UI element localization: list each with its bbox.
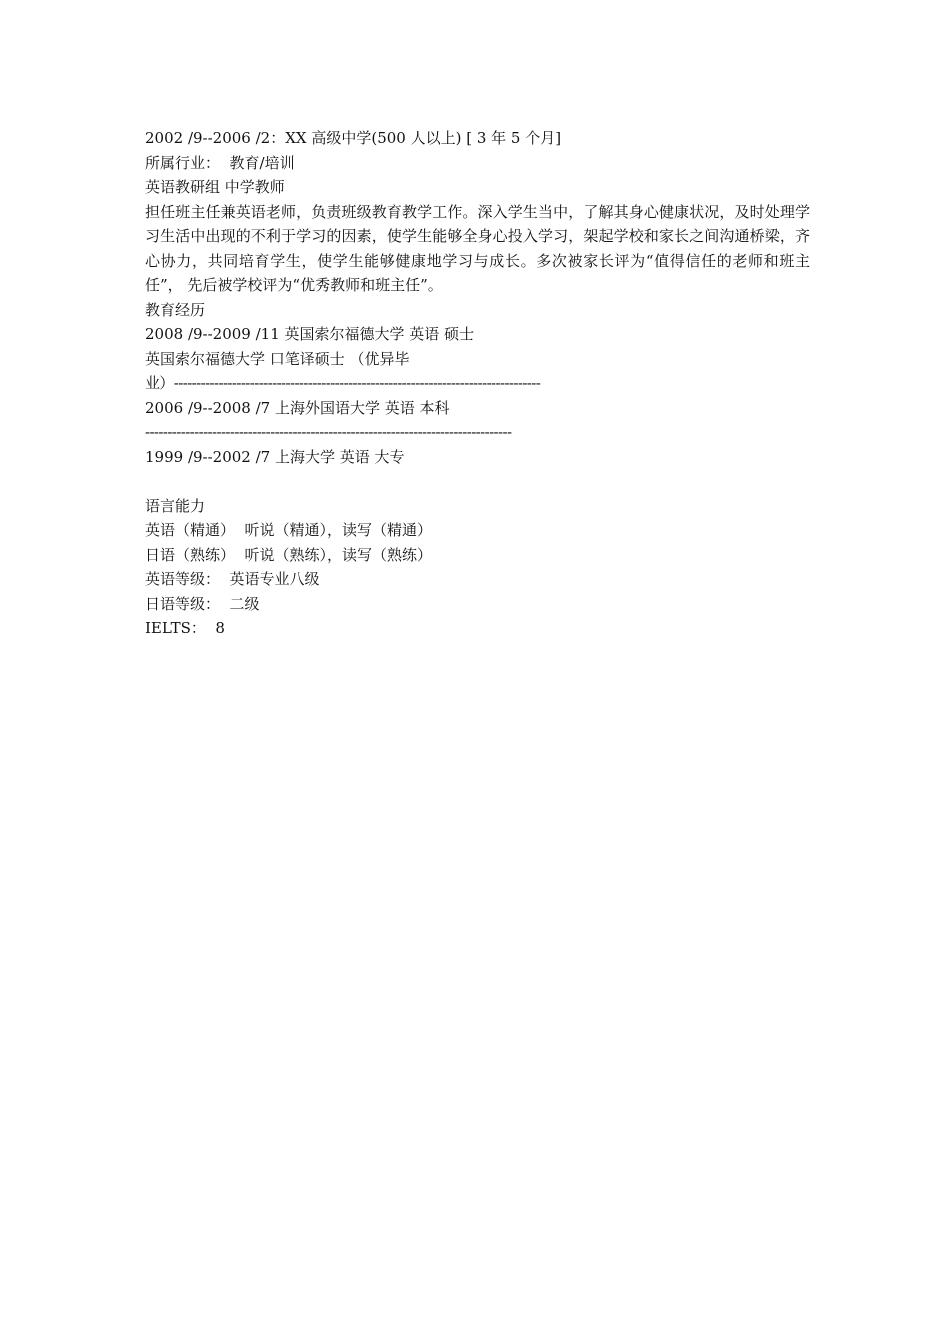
japanese-level: 日语等级： 二级 bbox=[145, 594, 260, 613]
work-position: 英语教研组 中学教师 bbox=[145, 178, 285, 196]
language-japanese: 日语（熟练） 听说（熟练），读写（熟练） bbox=[145, 545, 433, 564]
english-level: 英语等级： 英语专业八级 bbox=[145, 570, 320, 588]
language-english: 英语（精通） 听说（精通），读写（精通） bbox=[145, 521, 433, 539]
education-entry: 1999 /9--2002 /7 上海大学 英语 大专 bbox=[145, 447, 405, 466]
language-heading: 语言能力 bbox=[145, 496, 206, 515]
education-entry: 2008 /9--2009 /11 英国索尔福德大学 英语 硕士 bbox=[145, 325, 475, 343]
work-description: 担任班主任兼英语老师，负责班级教育教学工作。深入学生当中，了解其身心健康状况，及时处理学习生活中出现的不利于学习的因素，使学生能够全身心投入学习，架起学校和家长之间沟通桥梁，齐心协力，共同培育学生，使学生能够健康地学习与成长。多次被家长评为“值得信任的老师和班主任”， 先后被学校评为“优秀教师和班主任”。 bbox=[145, 202, 810, 294]
education-heading: 教育经历 bbox=[145, 300, 206, 319]
resume-page bbox=[145, 126, 810, 641]
education-entry: 2006 /9--2008 /7 上海外国语大学 英语 本科 bbox=[145, 398, 450, 417]
work-period: 2002 /9--2006 /2：XX 高级中学(500 人以上) [ 3 年 5 个月] bbox=[145, 129, 562, 147]
work-industry: 所属行业： 教育/培训 bbox=[145, 153, 295, 172]
education-entry: 英国索尔福德大学 口笔译硕士 （优异毕 bbox=[145, 349, 410, 368]
education-divider: ---------------------------------------------------------------------------------- bbox=[145, 423, 512, 441]
ielts-score: IELTS： 8 bbox=[145, 619, 225, 637]
education-entry-divider: 业）---------------------------------------------------------------------------------- bbox=[145, 374, 541, 392]
spacer bbox=[145, 469, 810, 494]
